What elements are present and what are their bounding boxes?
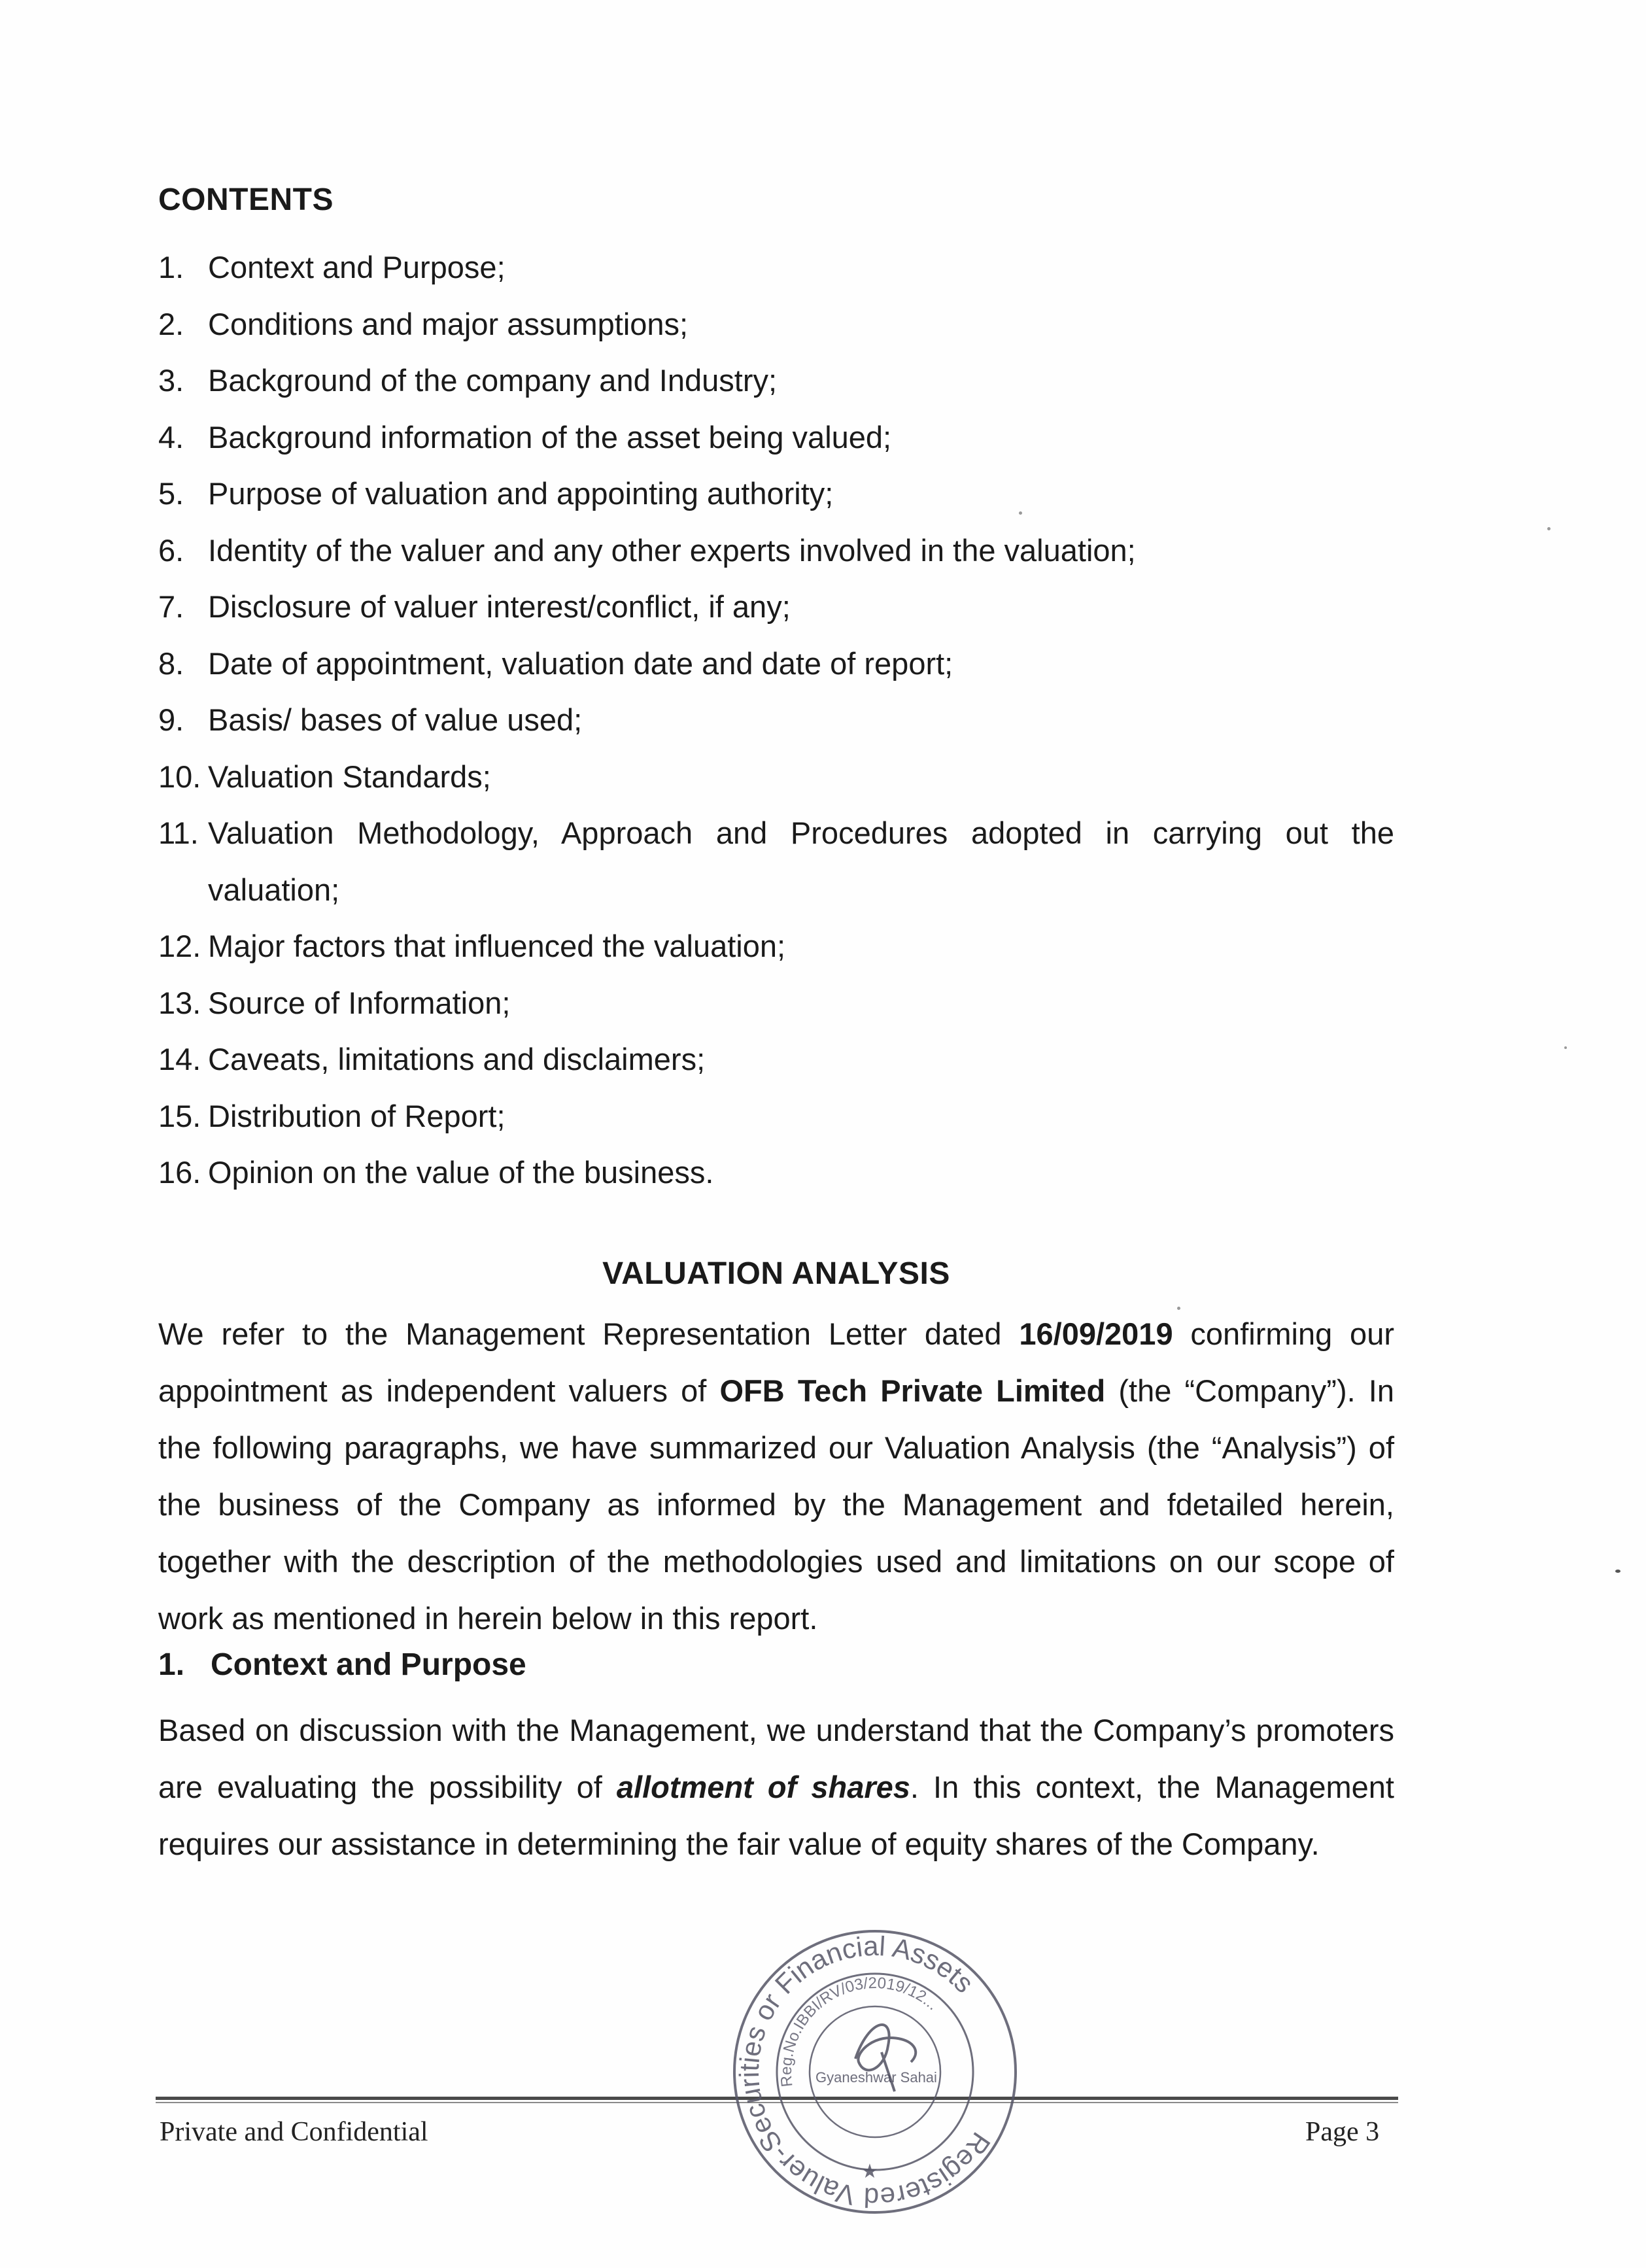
- scan-speck: [1615, 1570, 1620, 1573]
- section-heading-context-purpose: [158, 1647, 526, 1683]
- letter-date: 16/09/2019: [1019, 1316, 1173, 1351]
- contents-item-text: Identity of the valuer and any other experts involved in the valuation;: [208, 532, 1136, 568]
- contents-item-text: Conditions and major assumptions;: [208, 306, 689, 341]
- intro-text-1: We refer to the Management Representation Letter dated: [158, 1316, 1020, 1351]
- contents-item-number: 9.: [158, 702, 184, 737]
- contents-item: [158, 636, 1394, 693]
- section-number: 1.: [158, 1647, 185, 1682]
- context-text-1: Based on discussion with the Management, we understand that the Company’s promoters are evaluating the possibility of: [158, 1713, 1394, 1804]
- contents-item-text: Distribution of Report;: [208, 1098, 506, 1133]
- scan-speck: [1547, 527, 1551, 530]
- contents-item-text: Opinion on the value of the business.: [208, 1155, 714, 1190]
- contents-item-number: 2.: [158, 306, 184, 341]
- contents-item-number: 11.: [158, 816, 199, 850]
- contents-item-text: Source of Information;: [208, 985, 511, 1020]
- contents-list: [158, 239, 1394, 1201]
- seal-name: Gyaneshwar Sahai: [815, 2069, 937, 2086]
- contents-item-number: 5.: [158, 476, 184, 511]
- intro-text-3: (the “Company”). In the following paragraphs, we have summarized our Valuation Analysis (the “Analysis”) of the business of the Company as informed by the Management and fdetailed herein, together with the description of the methodologies used and limitations on our scope of work as mentioned in herein below in this report.: [158, 1373, 1395, 1636]
- contents-item-text: Major factors that influenced the valuation;: [208, 929, 786, 963]
- contents-item-text: Context and Purpose;: [208, 250, 506, 284]
- valuer-seal-stamp: [725, 1921, 1025, 2222]
- contents-item: [158, 466, 1394, 523]
- contents-item: [158, 692, 1394, 749]
- contents-item: [158, 352, 1394, 409]
- scan-speck: [1019, 511, 1022, 515]
- contents-item-number: 12.: [158, 929, 201, 963]
- contents-item: [158, 239, 1394, 296]
- contents-item-number: 6.: [158, 532, 184, 568]
- section-title: Context and Purpose: [211, 1647, 526, 1682]
- contents-item: [158, 296, 1394, 353]
- context-paragraph: [158, 1702, 1394, 1872]
- footer-page-number: Page 3: [1305, 2117, 1380, 2147]
- seal-outer-textpath: Registered Valuer-Securities or Financial Assets: [733, 1930, 997, 2214]
- contents-item-number: 3.: [158, 363, 184, 398]
- contents-item-text: Valuation Standards;: [208, 759, 491, 794]
- contents-item-text: Valuation Methodology, Approach and Procedures adopted in carrying out the valuation;: [208, 816, 1394, 907]
- contents-item: [158, 1144, 1394, 1201]
- contents-item-text: Date of appointment, valuation date and date of report;: [208, 645, 953, 681]
- contents-item: [158, 749, 1394, 806]
- contents-item: [158, 1088, 1394, 1145]
- contents-item-text: Background information of the asset being valued;: [208, 419, 892, 455]
- contents-item: [158, 523, 1394, 579]
- contents-item-text: Caveats, limitations and disclaimers;: [208, 1042, 706, 1076]
- contents-item-number: 14.: [158, 1042, 201, 1076]
- contents-item-text: Basis/ bases of value used;: [208, 702, 583, 737]
- contents-item-text: Disclosure of valuer interest/conflict, if any;: [208, 589, 791, 624]
- scan-speck: [1177, 1307, 1180, 1310]
- emphasis-allotment: allotment of shares: [616, 1770, 910, 1804]
- seal-star-icon: ★: [861, 2160, 879, 2183]
- contents-item: [158, 1031, 1394, 1088]
- contents-item-text: Background of the company and Industry;: [208, 363, 778, 398]
- intro-text-2: confirming our appointment as independent valuers of: [158, 1316, 1394, 1408]
- seal-reg-textpath: Reg.No.IBBI/RV/03/2019/12...: [777, 1974, 942, 2088]
- contents-item-number: 16.: [158, 1155, 201, 1190]
- contents-item: [158, 579, 1394, 636]
- context-text-2: . In this context, the Management requires our assistance in determining the fair value of equity shares of the Company.: [158, 1770, 1394, 1861]
- footer-confidential: Private and Confidential: [160, 2117, 428, 2147]
- contents-item: [158, 805, 1394, 918]
- contents-item: [158, 409, 1394, 466]
- valuation-analysis-heading: VALUATION ANALYSIS: [602, 1256, 950, 1291]
- contents-item-number: 7.: [158, 589, 184, 624]
- contents-item-number: 4.: [158, 419, 184, 455]
- contents-item-number: 15.: [158, 1098, 201, 1133]
- contents-item-number: 10.: [158, 759, 201, 794]
- contents-item-text: Purpose of valuation and appointing authority;: [208, 476, 834, 511]
- contents-item: [158, 918, 1394, 975]
- contents-item: [158, 975, 1394, 1032]
- intro-paragraph: [158, 1305, 1394, 1647]
- contents-item-number: 8.: [158, 645, 184, 681]
- company-name: OFB Tech Private Limited: [719, 1373, 1106, 1408]
- contents-item-number: 13.: [158, 985, 201, 1020]
- contents-heading: CONTENTS: [158, 182, 334, 217]
- contents-item-number: 1.: [158, 250, 184, 284]
- scan-speck: [1564, 1046, 1567, 1049]
